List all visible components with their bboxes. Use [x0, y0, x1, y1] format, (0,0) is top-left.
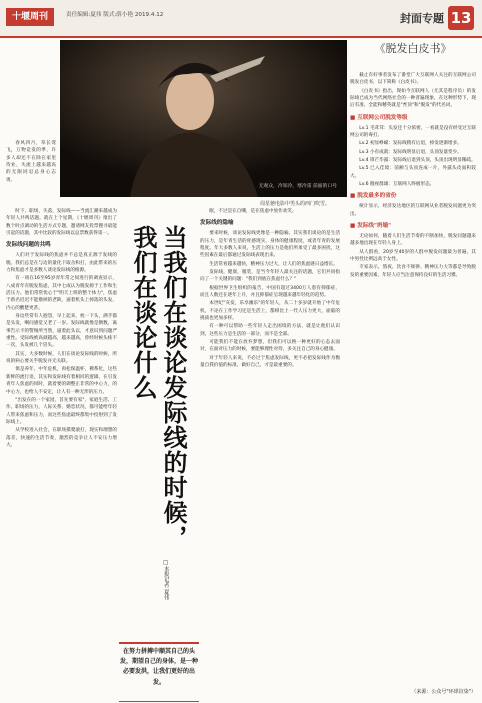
paragraph: 要来时候，谈论发际线更像是一种隐喻。其实我们谈论的是生活的压力，是年青生活的骨感现实，身体的健康程度，或者年青的发展程度。年大多数人来说，生活上的压力是他们所承受了最多困扰，这些因素在最后都通过发际线表现出来。 [200, 231, 340, 259]
paragraph: 从学校进入社会，在职场摸爬滚打，现实和理想的落差，快速的生活节奏，激烈的竞争让人不安压力增大。 [6, 428, 117, 448]
column-3 [200, 208, 340, 698]
paragraph: 根据世界卫生组织的报告，中国有超过3400万人患有抑郁症，而且人数还在逐年上升，并且抑郁症呈现越来越年轻化的趋势。 [200, 285, 340, 299]
paragraph: Lv.2 初显峥嵘：发际线稍有后退，掉发逐渐增多。 [359, 141, 462, 147]
paragraph: 俱是养年，中年危机，肉松保温杯，佛系化，这些新鲜的流行语，其实和发际线有着相同的逻辑，在引发青年人焦虑的同时，就着要的调整正非常的中心力，的中心力，也给人不安定，让人有一种无形的压力。 [6, 367, 117, 395]
paragraph: 眠，不过是在自嘲，是在焦虑中放作欢笑。 [209, 209, 297, 214]
photo-caption: 周星驰电影中男头的西门吹雪。 [260, 201, 331, 207]
pull-quote: 在努力拼搏中顺其自己的头发，期望自己的身体，是一种必要发洪，让我们更好的出发。 [119, 642, 199, 702]
paragraph: 发际线，健康，服装，是当今年轻人最关注的话题，它们共同指向了一个关键的问题："我们到底在焦虑什么？" [200, 270, 340, 283]
paragraph: 生活常看越来越快，精神压力过大，让人们的焦虑感日益增长。 [209, 261, 338, 267]
paragraph: 时下，职场，失落，发际线——当流汇潮来越成为年轻人共鸣话题。就在上个星期，《十堰周刊》推出了数个时点调动的生活方式专题，邀请网友投票搜寻最能引起的话题，其中比较的发际线以总票数获得第一。 [6, 209, 117, 237]
paragraph: "出发在的一个家园，首先要有家"，家庭生活、工作、职场的压力，人际关系、婚恋状况，都可能给年轻人带来焦虑和压力，而这些焦虑最终都集中投射到了发际线上。 [6, 397, 117, 425]
subheading: ■ 互联网公司脱发等级 [350, 114, 408, 121]
column-1-top [6, 140, 56, 200]
headline-vertical: 当我们在谈论发际线的时候，我们在谈论什么 [129, 225, 187, 550]
column-1 [6, 208, 117, 698]
paragraph: 截止有好事者发布了番堂广大互联网人关注的互联网公司脱发白皮书，以下简称《白皮书》。 [350, 73, 476, 86]
paragraph: 身边些常有人抱怨，早上起来，枕一下头，满手都是头发，啊问感觉又老了一岁。发际线就像是倒数，离事告示卡的警惕所当然，逼着此头以，才意识到问题严重性。受际线被高颜越高，越来越高，曾经时候头疼不一次，头发被几个冒头。 [6, 314, 117, 349]
subheading: ■ 脱发最多的省份 [350, 193, 397, 200]
paragraph: 无论如何，随着人们生活节奏的不断加快，脱发问题越来越多地出现在年轻人身上。 [350, 233, 476, 247]
page-number: 13 [448, 6, 474, 30]
subheading: 发际线问题的共鸣 [6, 242, 51, 249]
paragraph: 人们对于发际线的焦虑并不总是真正源于发线的脱。我们总是在与边的量化下取舍和打，由此带来的压力和焦虑才是多数人谈论发际线的根源。 [6, 253, 117, 273]
paragraph: 《白皮书》指出，现如今互联网人（尤其是程序员）的发际线已成为当代网络社会的一种普遍现象，在这种形势下，现后有准、全能和精英就是"秃顶"和"脱发"的代名词。 [350, 88, 476, 109]
column-4 [350, 72, 476, 698]
paragraph: Lv.1 毛茸茸：头发还十分浓密，一看就是没有经受过互联网公司的毒打。 [350, 125, 476, 138]
paragraph: 从人群看，20岁至40岁的人群中脱发问题最为普遍，其中男性比例远高于女性。 [350, 249, 476, 262]
paragraph: Lv.3 小有成就：发际线明显后退，头顶发量变少。 [359, 149, 462, 155]
header-meta: 责任编辑:夏伟 版式:薛小艳 2019.4.12 [66, 12, 164, 18]
paragraph: Lv.5 已入佳境：前额与头顶连成一片，外露头皮面积较大。 [350, 166, 476, 179]
paragraph: 春风四月，草长莺飞，万物竞发的季，许多人却还不在除在家里待业，失流上越来越高的无限同忍总身心志勇。 [6, 141, 56, 183]
paragraph: Lv.6 傲视群雄：互联网人终极形态。 [359, 182, 435, 188]
paragraph: 有一项在16至95岁青年常之间进行的调查显示，八成青年有脱发焦虑，其中七成认为脱发源于工作和生活压力。他们常常忧心于"明天上班的整个体力"，焦虑于新名迟迟不能撸掉的老缺，逼着机头上掉落的头发，内心的酸楚更甚。 [6, 276, 117, 311]
paragraph: 有一种可以帮助一些年轻人走出困境的方法，就是让他们认识到，这些压力是生活的一部分，而不是全部。 [200, 324, 340, 337]
paragraph: 本世纪"灰发，乐享幽乐"的年轻人，从二十多岁就开始了中年危机，不论在工作学习还是生活上，都相比上一代人压力更大，面临的挑战也更加多样。 [200, 301, 340, 322]
section-title: 封面专题 [400, 12, 444, 25]
sidebar-title: 《脱发白皮书》 [374, 42, 452, 55]
feature-photo [60, 40, 347, 197]
subheading: 发际线的隐喻 [200, 220, 234, 227]
paragraph: 可能我们不能在放弃梦想，但我们可以换一种更好的心态去面对，在面对压力的时候，要能够理性对待，多关注自己的身心健康。 [200, 340, 340, 353]
paragraph: 对于年轻人来说，不必过于焦虑发际线，更不必把发际线作为衡量自我价值的标准，做好自己，才是最重要的。 [200, 355, 340, 369]
byline: □本报记者 夏伟 [162, 560, 169, 601]
paragraph: 其实，大多数时候，人们在谈论发际线的时候，所说的病心要关乎脱发并无关联。 [6, 351, 117, 365]
masthead-brand: 十堰周刊 [6, 8, 54, 26]
subheading: ■ 发际线"坍塌" [350, 223, 392, 230]
paragraph: 专家表示，熬夜、饮食不规律、精神压力大等都是导致脱发的重要因素，年轻人应当注意保持良好的生活习惯。 [350, 265, 476, 278]
paragraph: Lv.4 锋芒毕露：发际线后退到头顶，头顶出现明显稀疏。 [359, 158, 476, 164]
photo-art [60, 40, 347, 197]
photo-overlay-text: 无观众，冷知冷，寒冷雷 前面的口号 [258, 184, 337, 190]
source-note: （来源：公众号"环球渲染"） [411, 689, 476, 695]
paragraph: 统计显示，经济发达地区的互联网从业者脱发问题更为突出。 [350, 204, 476, 217]
